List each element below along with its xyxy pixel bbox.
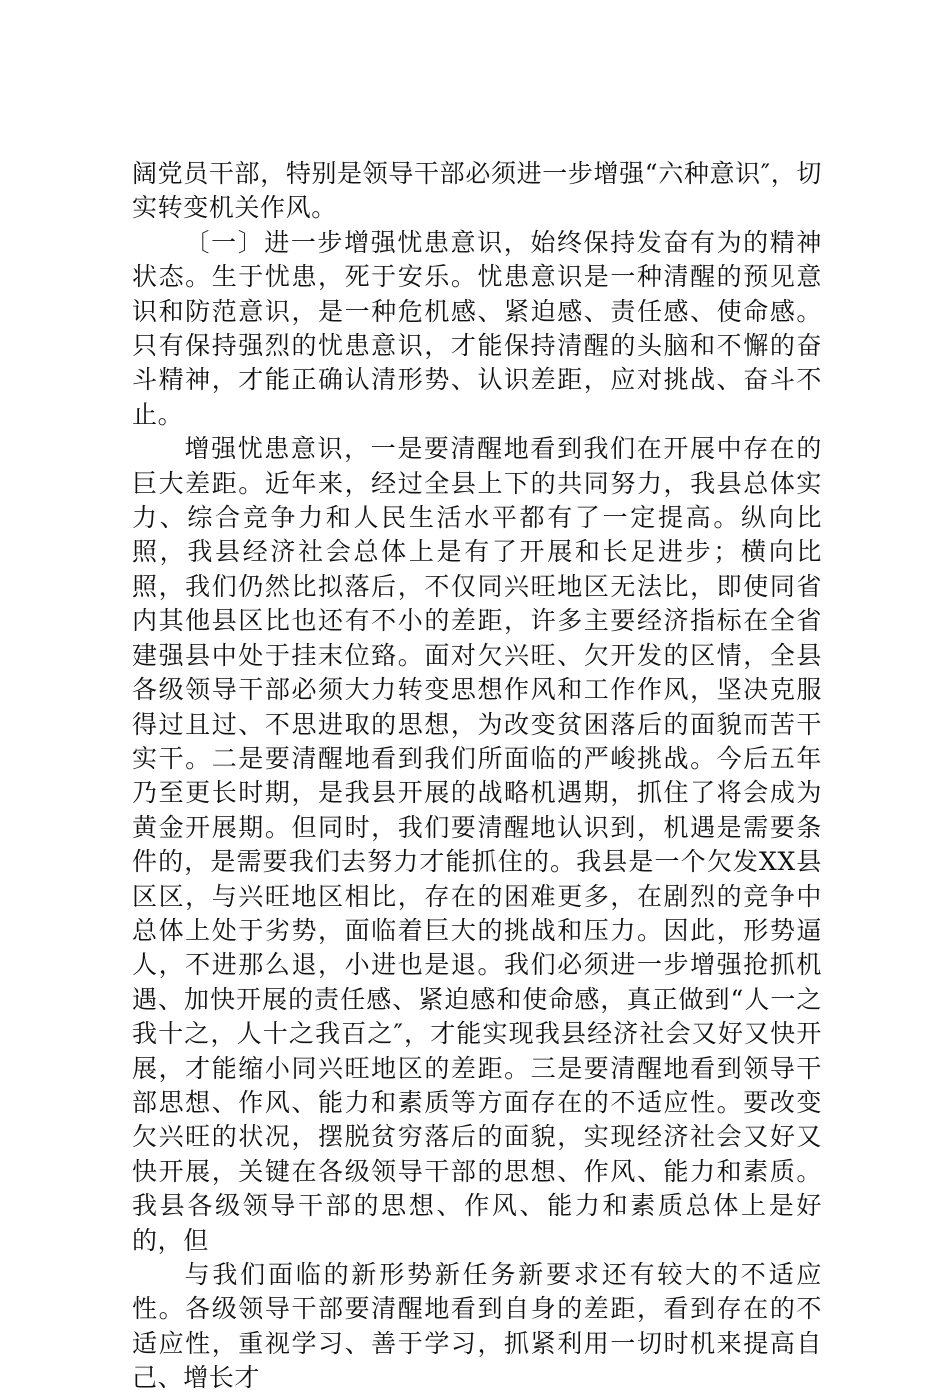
document-page bbox=[132, 157, 822, 1396]
paragraph-4: 与我们面临的新形势新任务新要求还有较大的不适应性。各级领导干部要清醒地看到自身的差距，看到存在的不适应性，重视学习、善于学习，抓紧利用一切时机来提高自己、增长才 bbox=[132, 1260, 822, 1393]
paragraph-1: 阔党员干部，特别是领导干部必须进一步增强“六种意识″，切实转变机关作风。 bbox=[132, 159, 822, 223]
paragraph-3: 增强忧患意识，一是要清醒地看到我们在开展中存在的巨大差距。近年来，经过全县上下的共同努力，我县总体实力、综合竞争力和人民生活水平都有了一定提高。纵向比照，我县经济社会总体上是有了开展和长足进步；横向比照，我们仍然比拟落后，不仅同兴旺地区无法比，即使同省内其他县区比也还有不小的差距，许多主要经济指标在全省建强县中处于挂末位臵。面对欠兴旺、欠开发的区情，全县各级领导干部必须大力转变思想作风和工作作风，坚决克服得过且过、不思进取的思想，为改变贫困落后的面貌而苦干实干。二是要清醒地看到我们所面临的严峻挑战。今后五年乃至更长时期，是我县开展的战略机遇期，抓住了将会成为黄金开展期。但同时，我们要清醒地认识到，机遇是需要条件的，是需要我们去努力才能抓住的。我县是一个欠发XX县区区，与兴旺地区相比，存在的困难更多，在剧烈的竞争中总体上处于劣势，面临着巨大的挑战和压力。因此，形势逼人，不进那么退，小进也是退。我们必须进一步增强抢抓机遇、加快开展的责任感、紧迫感和使命感，真正做到“人一之我十之，人十之我百之″，才能实现我县经济社会又好又快开展，才能缩小同兴旺地区的差距。三是要清醒地看到领导干部思想、作风、能力和素质等方面存在的不适应性。要改变欠兴旺的状况，摆脱贫穷落后的面貌，实现经济社会又好又快开展，关键在各级领导干部的思想、作风、能力和素质。我县各级领导干部的思想、作风、能力和素质总体上是好的，但 bbox=[132, 434, 822, 1255]
paragraph-2: 〔一〕进一步增强忧患意识，始终保持发奋有为的精神状态。生于忧患，死于安乐。忧患意识是一种清醒的预见意识和防范意识，是一种危机感、紧迫感、责任感、使命感。只有保持强烈的忧患意识，才能保持清醒的头脑和不懈的奋斗精神，才能正确认清形势、认识差距，应对挑战、奋斗不止。 bbox=[132, 227, 822, 429]
